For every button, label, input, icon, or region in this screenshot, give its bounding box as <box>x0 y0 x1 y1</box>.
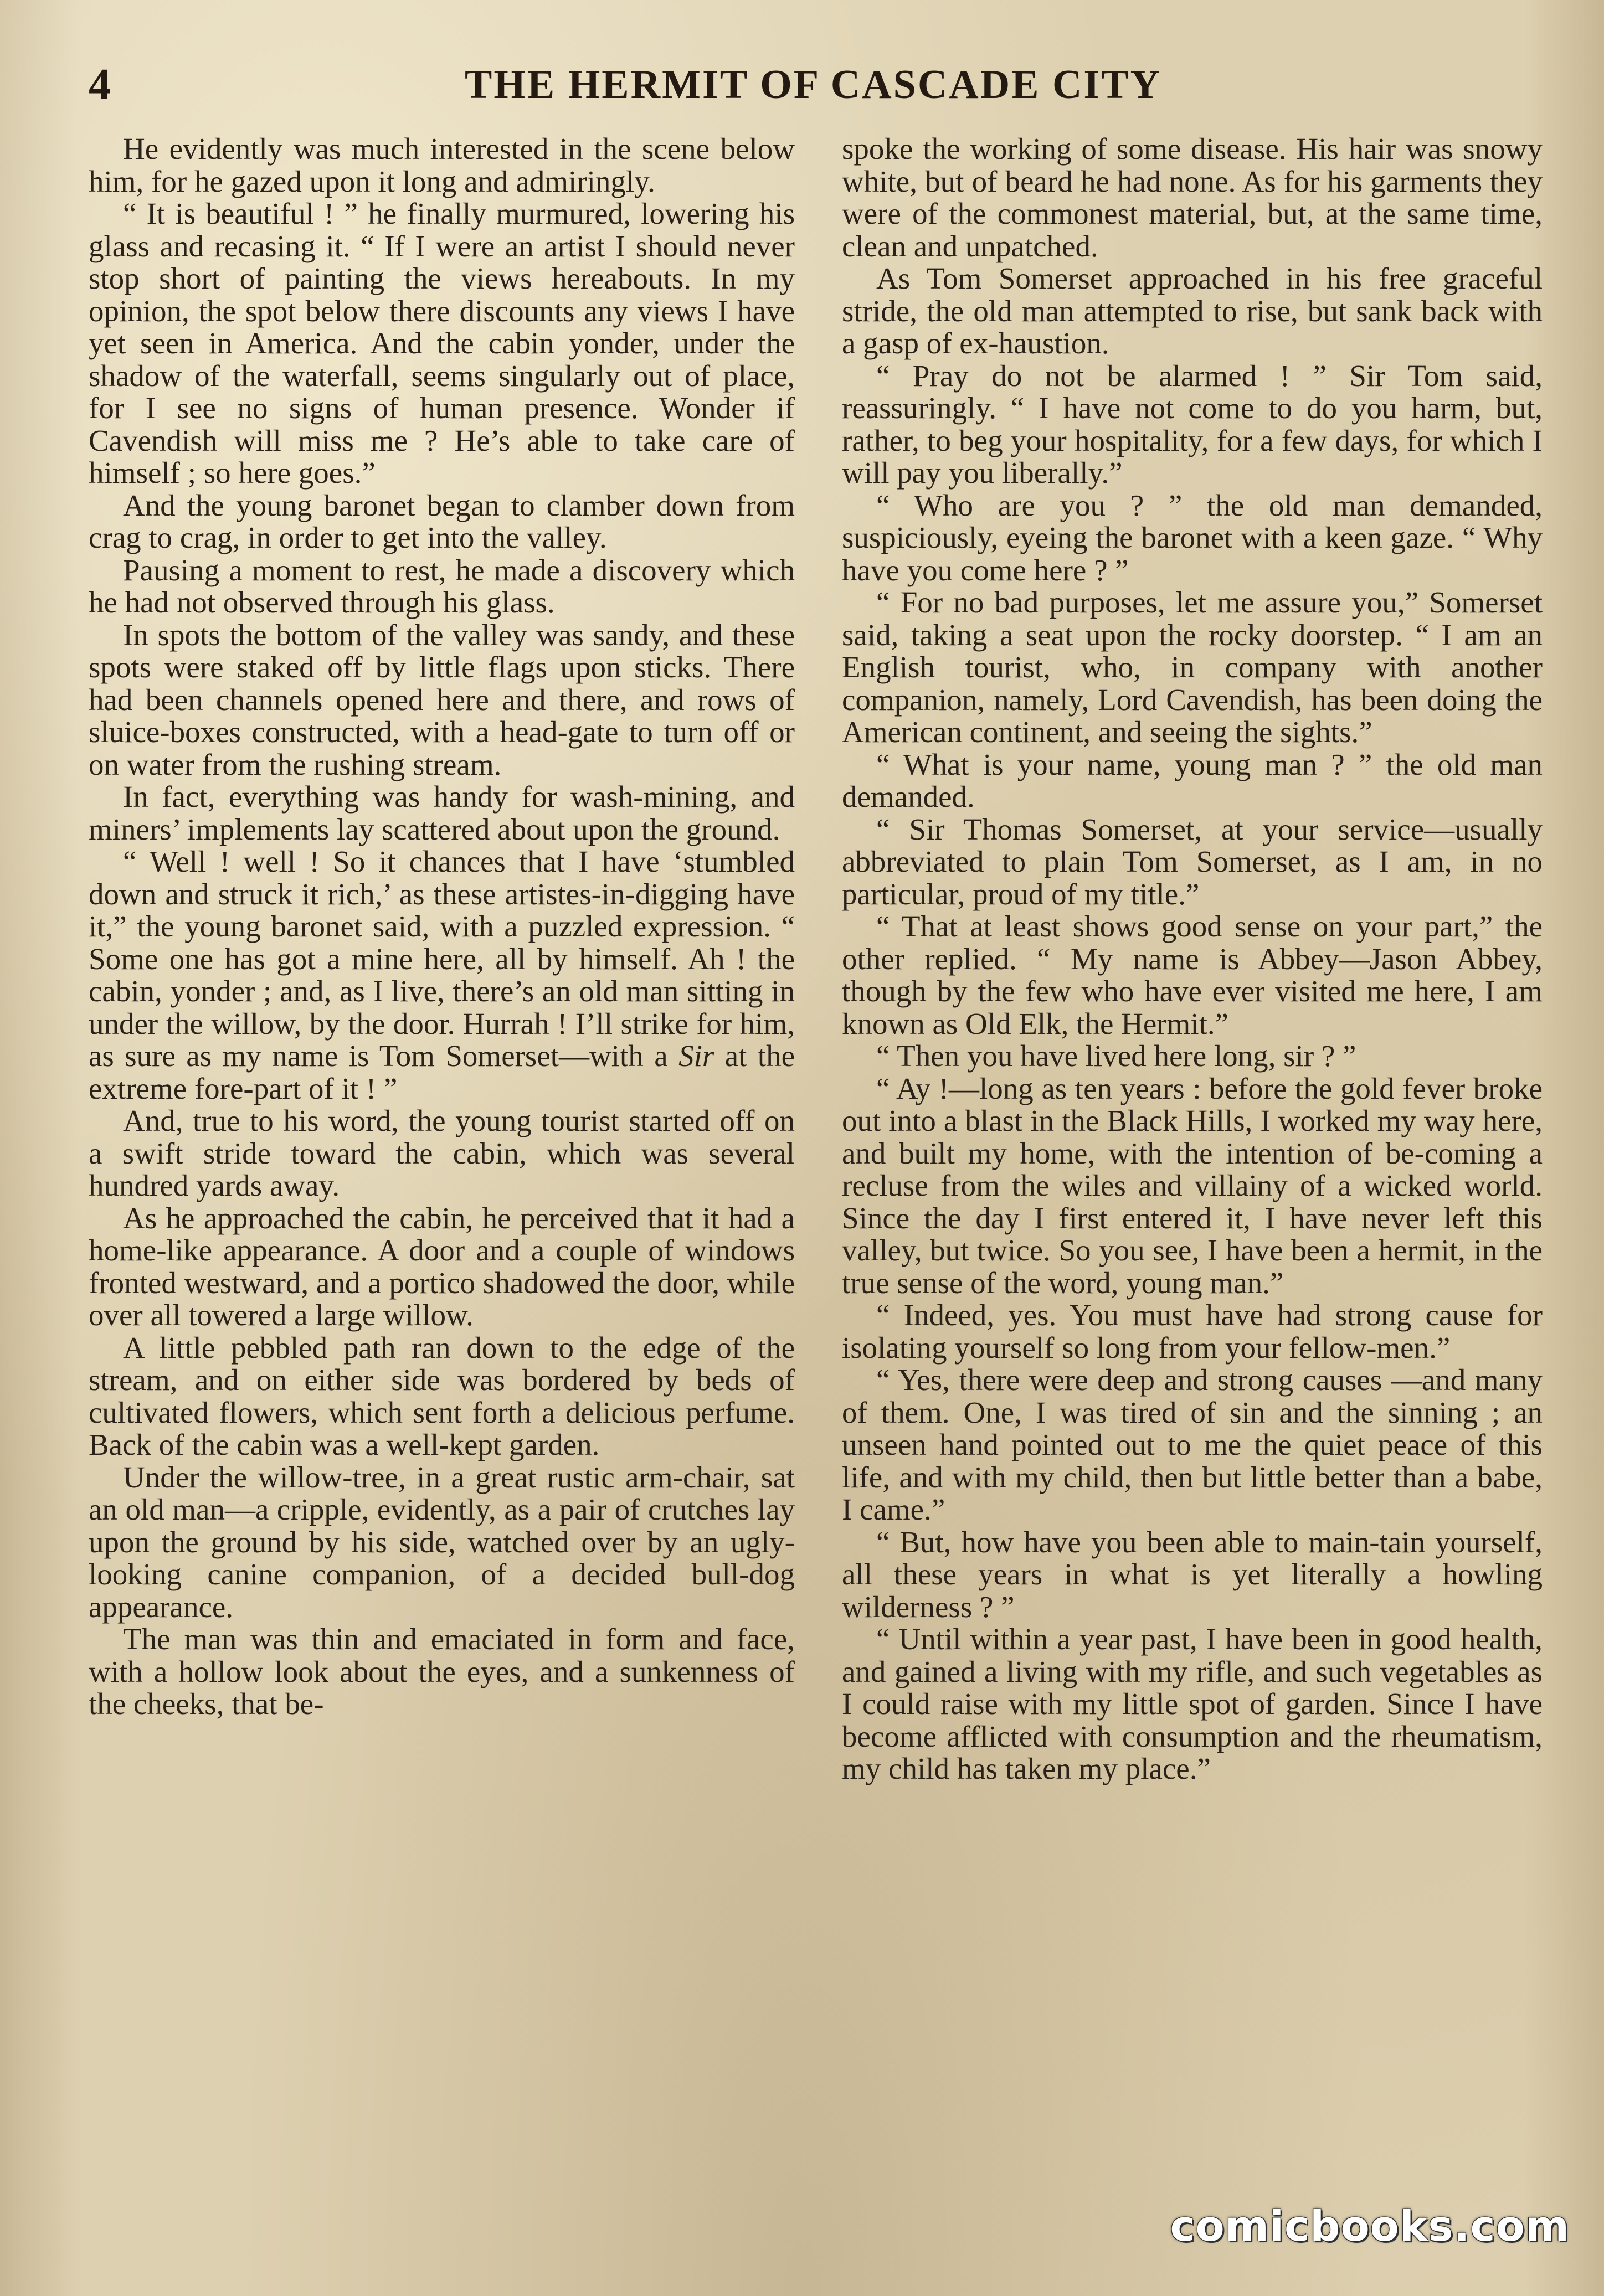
right-column <box>842 133 1543 1785</box>
paragraph: In spots the bottom of the valley was sandy, and these spots were staked off by little flags upon sticks. There had been channels opened here and there, and rows of sluice-boxes constructed, with a head-gate to turn off or on water from the rushing stream. <box>89 617 795 781</box>
paragraph: In fact, everything was handy for wash-mining, and miners’ implements lay scattered about upon the ground. <box>89 780 795 846</box>
paragraph <box>89 846 795 1105</box>
paragraph: “ It is beautiful ! ” he finally murmured, lowering his glass and recasing it. “ If I were an artist I should never stop short of painting the views hereabouts. In my opinion, the spot below there discounts any views I have yet seen in America. And the cabin yonder, under the shadow of the waterfall, seems singularly out of place, for I see no signs of human presence. Wonder if Cavendish will miss me ? He’s able to take care of himself ; so here goes.” <box>89 197 795 490</box>
paragraph: “ Pray do not be alarmed ! ” Sir Tom said, reassuringly. “ I have not come to do you harm, but, rather, to beg your hospitality, for a few days, for which I will pay you liberally.” <box>842 358 1543 490</box>
paragraph: He evidently was much interested in the scene below him, for he gazed upon it long and admiringly. <box>89 132 795 198</box>
paragraph: And the young baronet began to clamber down from crag to crag, in order to get into the valley. <box>89 488 795 554</box>
paragraph: “ For no bad purposes, let me assure you,” Somerset said, taking a seat upon the rocky doorstep. “ I am an English tourist, who, in company with another companion, namely, Lord Cavendish, has been doing the American continent, and seeing the sights.” <box>842 585 1543 749</box>
paragraph: “ Then you have lived here long, sir ? ” <box>876 1039 1356 1073</box>
paragraph-text: “ Well ! well ! So it chances that I have ‘stumbled down and struck it rich,’ as these artistes-in-digging have it,” the young baronet said, with a puzzled expression. “ Some one has got a mine here, all by himself. Ah ! the cabin, yonder ; and, as I live, there’s an old man sitting in under the willow, by the door. Hurrah ! I’ll strike for him, as sure as my name is Tom Somerset—with a <box>89 845 795 1073</box>
paragraph: Pausing a moment to rest, he made a discovery which he had not observed through his glass. <box>89 553 795 619</box>
running-head-title: THE HERMIT OF CASCADE CITY <box>464 62 1162 107</box>
paragraph: “ Until within a year past, I have been in good health, and gained a living with my rifle, and such vegetables as I could raise with my little spot of garden. Since I have become afflicted with consumption and the rheumatism, my child has taken my place.” <box>842 1622 1543 1785</box>
paragraph: As he approached the cabin, he perceived that it had a home-like appearance. A door and a couple of windows fronted westward, and a portico shadowed the door, while over all towered a large willow. <box>89 1201 795 1332</box>
paragraph: “ Yes, there were deep and strong causes —and many of them. One, I was tired of sin and the sinning ; an unseen hand pointed out to me the quiet peace of this life, and with my child, then but little better than a babe, I came.” <box>842 1363 1543 1526</box>
italic-word: Sir <box>678 1039 714 1073</box>
paragraph: Under the willow-tree, in a great rustic arm-chair, sat an old man—a cripple, evidently, as a pair of crutches lay upon the ground by his side, watched over by an ugly-looking canine companion, of a decided bull-dog appearance. <box>89 1460 795 1624</box>
paragraph: A little pebbled path ran down to the edge of the stream, and on either side was bordered by beds of cultivated flowers, which sent forth a delicious perfume. Back of the cabin was a well-kept garden. <box>89 1330 795 1461</box>
paragraph: “ But, how have you been able to main-tain yourself, all these years in what is yet literally a howling wilderness ? ” <box>842 1525 1543 1624</box>
paragraph-continued: spoke the working of some disease. His hair was snowy white, but of beard he had none. As for his garments they were of the commonest material, but, at the same time, clean and unpatched. <box>842 132 1543 263</box>
paragraph: “ Sir Thomas Somerset, at your service—usually abbreviated to plain Tom Somerset, as I am, in no particular, proud of my title.” <box>842 812 1543 911</box>
page-number: 4 <box>89 60 111 109</box>
page-header <box>89 60 1538 110</box>
paragraph: “ Who are you ? ” the old man demanded, suspiciously, eyeing the baronet with a keen gaze. “ Why have you come here ? ” <box>842 488 1543 587</box>
paragraph: The man was thin and emaciated in form and face, with a hollow look about the eyes, and a sunkenness of the cheeks, that be- <box>89 1622 795 1721</box>
paragraph: “ That at least shows good sense on your part,” the other replied. “ My name is Abbey—Jason Abbey, though by the few who have ever visited me here, I am known as Old Elk, the Hermit.” <box>842 909 1543 1041</box>
paragraph: “ Indeed, yes. You must have had strong cause for isolating yourself so long from your fellow-men.” <box>842 1298 1543 1365</box>
paragraph-text: at the extreme fore-part of it ! ” <box>89 1039 795 1105</box>
paragraph: As Tom Somerset approached in his free graceful stride, the old man attempted to rise, but sank back with a gasp of ex-haustion. <box>842 261 1543 360</box>
paragraph: And, true to his word, the young tourist started off on a swift stride toward the cabin, which was several hundred yards away. <box>89 1104 795 1202</box>
site-watermark: comicbooks.com <box>1170 2201 1570 2251</box>
paragraph: “ What is your name, young man ? ” the old man demanded. <box>842 747 1543 814</box>
paragraph: “ Ay !—long as ten years : before the gold fever broke out into a blast in the Black Hills, I worked my way here, and built my home, with the intention of be-coming a recluse from the wiles and villainy of a wicked world. Since the day I first entered it, I have never left this valley, but twice. So you see, I have been a hermit, in the true sense of the word, young man.” <box>842 1071 1543 1300</box>
left-column <box>89 133 795 1721</box>
